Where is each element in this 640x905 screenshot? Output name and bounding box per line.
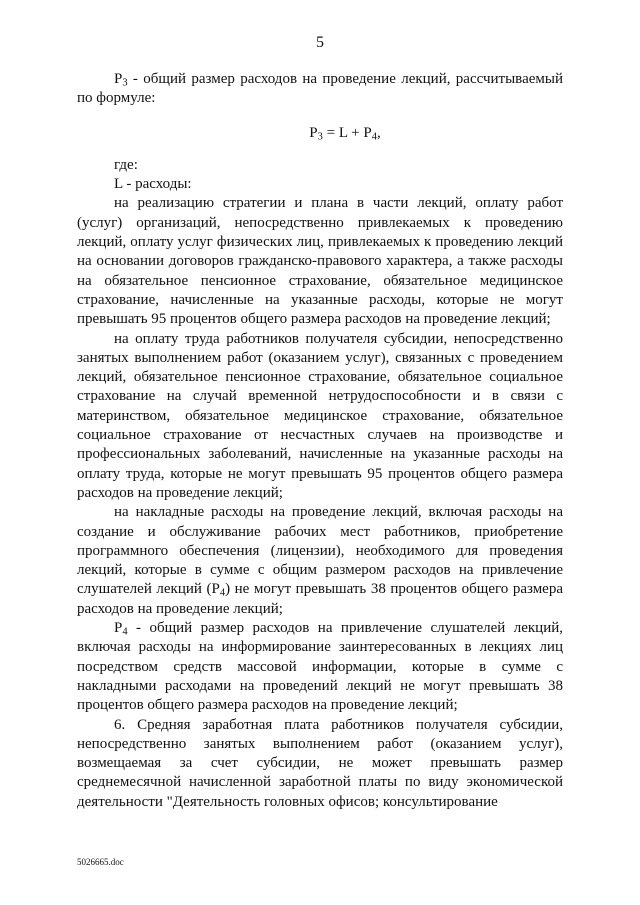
- paragraph-salary: 6. Средняя заработная плата работников получателя субсидии, непосредственно занятых выполнением работ (оказанием услуг), возмещаемая за счет субсидии, не может превышать размер среднемесячной начисленной заработной платы по виду экономической деятельности "Деятельность головных офисов; консультирование: [77, 716, 563, 810]
- p3-definition: [77, 70, 563, 109]
- formula: [77, 124, 563, 143]
- formula-lhs-subscript: 3: [317, 131, 323, 143]
- paragraph-strategy: на реализацию стратегии и плана в части лекций, оплату работ (услуг) организаций, непосредственно привлекаемых к проведению лекций, оплату услуг физических лиц, привлекаемых к проведению лекций на основании договоров гражданско-правового характера, а также расходы на обязательное пенсионное страхование, обязательное медицинское страхование, начисленные на указанные расходы, которые не могут превышать 95 процентов общего размера расходов на проведение лекций;: [77, 195, 563, 328]
- overhead-text-a: на накладные расходы на проведение лекций, включая расходы на создание и обслуживание рабочих мест работников, приобретение программного обеспечения (лицензии), необходимого для проведения лекций, которые в сумме с общим размером расходов на привлечение слушателей лекций (Р: [77, 504, 563, 598]
- formula-lhs: Р: [309, 124, 318, 141]
- page-number: 5: [316, 34, 324, 51]
- formula-rhs-subscript: 4: [371, 131, 377, 143]
- p3-symbol: Р: [114, 71, 123, 87]
- paragraph-labor: на оплату труда работников получателя субсидии, непосредственно занятых выполнением работ (оказанием услуг), связанных с проведением лекций, обязательное пенсионное страхование, обязательное социальное страхование на случай временной нетрудоспособности и в связи с материнством, обязательное медицинское страхование, обязательное социальное страхование от несчастных случаев на производстве и профессиональных заболеваний, начисленные на указанные расходы на оплату труда, которые не могут превышать 95 процентов общего размера расходов на проведение лекций;: [77, 330, 563, 501]
- footer-filename: 5026665.doc: [77, 857, 124, 867]
- p4-definition: [77, 619, 563, 715]
- overhead-text-b: ) не могут превышать 38 процентов общего размера расходов на проведение лекций;: [77, 581, 563, 617]
- l-label: L - расходы:: [114, 176, 192, 193]
- p3-text: - общий размер расходов на проведение лекций, рассчитываемый по формуле:: [77, 71, 563, 107]
- p4-text: - общий размер расходов на привлечение слушателей лекций, включая расходы на информирование заинтересованных в лекциях лиц посредством средств массовой информации, которые в сумме с накладными расходами на проведений лекций не могут превышать 38 процентов общего размера расходов на проведение лекций;: [77, 620, 563, 714]
- formula-tail: ,: [376, 124, 381, 141]
- p3-subscript: 3: [122, 77, 128, 89]
- formula-mid: = L + Р: [322, 124, 372, 141]
- paragraph-overhead: [77, 503, 563, 619]
- overhead-subscript: 4: [219, 588, 226, 600]
- p4-subscript: 4: [122, 626, 128, 638]
- where-label: где:: [114, 156, 138, 173]
- p4-symbol: Р: [114, 620, 123, 637]
- document-body: [77, 70, 563, 812]
